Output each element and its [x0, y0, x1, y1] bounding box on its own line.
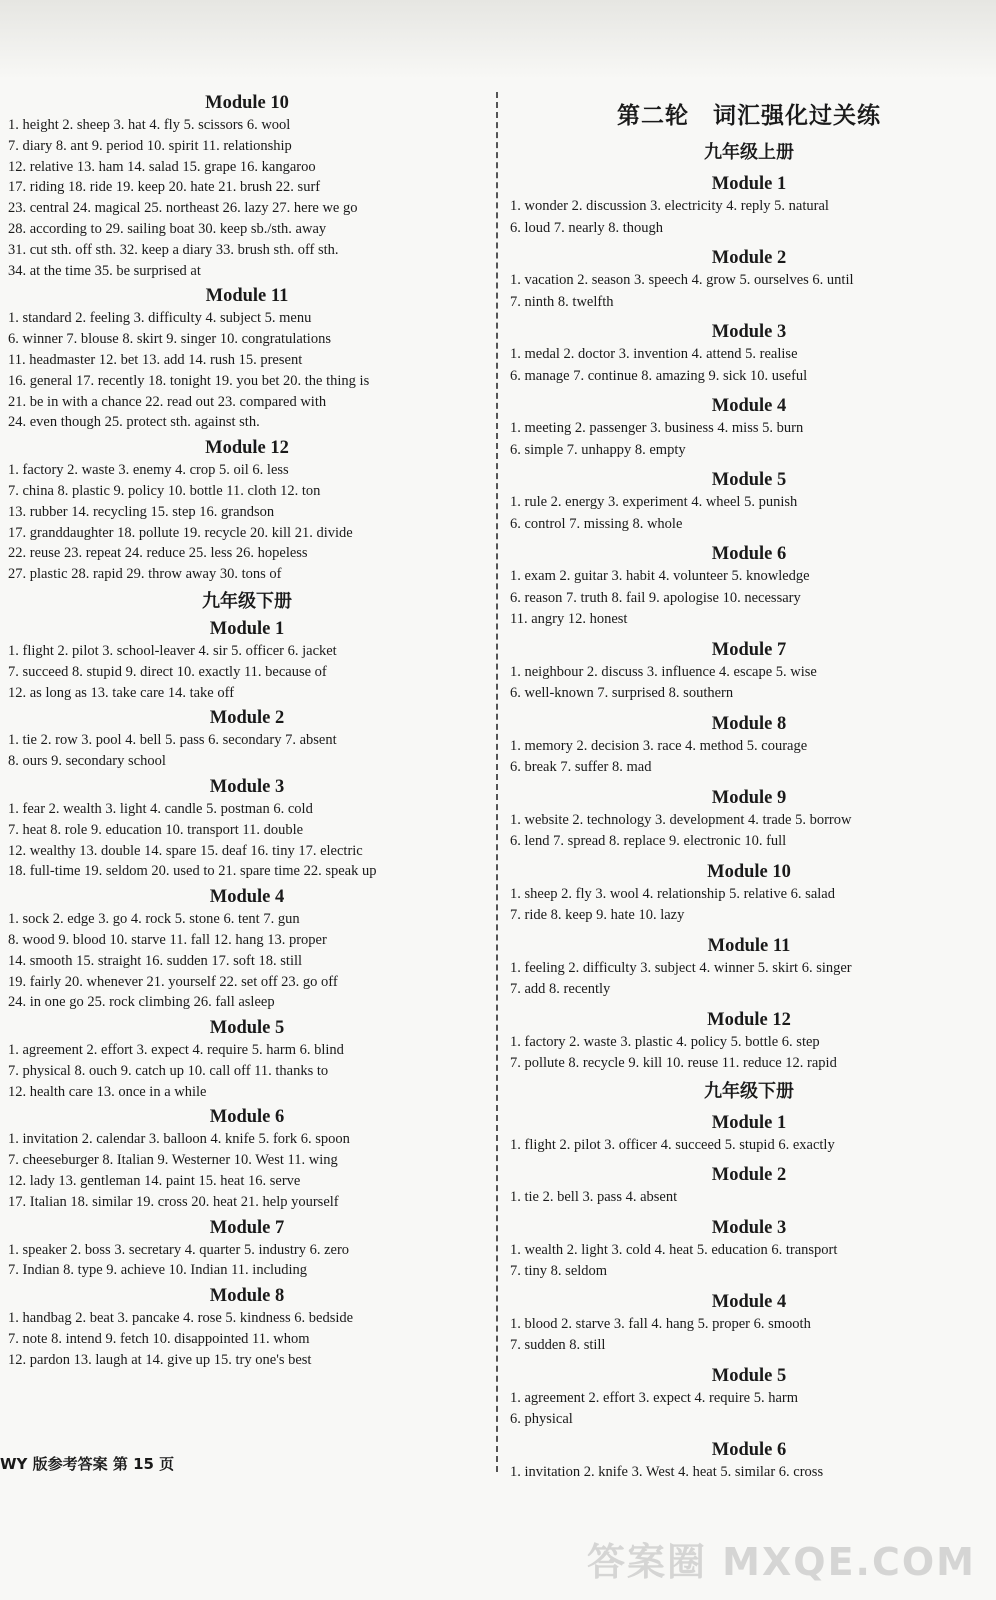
answer-line: 7. ninth 8. twelfth: [510, 293, 614, 310]
module-section: [510, 934, 988, 1001]
module-heading: Module 7: [711, 639, 787, 660]
module-section: [510, 246, 988, 313]
answer-line: 12. pardon 13. laugh at 14. give up 15. try one's best: [8, 1351, 312, 1368]
page-footer: WY 版参考答案 第 15 页: [0, 1455, 175, 1473]
module-section: [510, 542, 988, 631]
answer-line: 6. lend 7. spread 8. replace 9. electronic 10. full: [510, 833, 787, 849]
module-heading: Module 11: [707, 935, 791, 956]
page-top-shade: [0, 0, 996, 80]
module-heading: Module 2: [711, 1165, 787, 1185]
module-heading: Module 8: [209, 1286, 285, 1307]
answer-line: 34. at the time 35. be surprised at: [8, 262, 201, 279]
answer-line: 1. speaker 2. boss 3. secretary 4. quarter 5. industry 6. zero: [8, 1241, 350, 1258]
answer-line: 1. invitation 2. calendar 3. balloon 4. knife 5. fork 6. spoon: [8, 1131, 350, 1148]
answer-line: 11. angry 12. honest: [510, 611, 628, 627]
module-section: [510, 1008, 988, 1075]
module-section: [8, 436, 486, 585]
answer-line: 1. sheep 2. fly 3. wool 4. relationship 5. relative 6. salad: [510, 885, 835, 902]
answer-line: 6. reason 7. truth 8. fail 9. apologise 10. necessary: [510, 589, 801, 606]
answer-line: 1. exam 2. guitar 3. habit 4. volunteer 5. knowledge: [510, 568, 810, 584]
answer-line: 7. tiny 8. seldom: [510, 1263, 608, 1279]
answer-line: 1. standard 2. feeling 3. difficulty 4. subject 5. menu: [8, 310, 312, 327]
answer-line: 17. granddaughter 18. pollute 19. recycle 20. kill 21. divide: [8, 524, 353, 541]
answer-line: 21. be in with a chance 22. read out 23. compared with: [8, 393, 327, 410]
module-section: [510, 1163, 988, 1209]
left-column: [8, 88, 486, 1371]
answer-line: 1. fear 2. wealth 3. light 4. candle 5. postman 6. cold: [8, 800, 313, 817]
answer-line: 19. fairly 20. whenever 21. yourself 22. set off 23. go off: [8, 973, 338, 990]
answer-line: 1. invitation 2. knife 3. West 4. heat 5. similar 6. cross: [510, 1463, 824, 1480]
grade-heading: 九年级上册: [704, 142, 794, 163]
answer-line: 6. break 7. suffer 8. mad: [510, 759, 652, 775]
answer-line: 7. diary 8. ant 9. period 10. spirit 11. relationship: [8, 137, 292, 154]
module-section: [510, 468, 988, 535]
answer-line: 1. agreement 2. effort 3. expect 4. require 5. harm: [510, 1389, 799, 1406]
grade-heading: 九年级下册: [202, 590, 292, 612]
module-heading: Module 4: [711, 396, 787, 416]
module-section: [8, 1016, 486, 1102]
module-heading: Module 12: [205, 438, 289, 459]
answer-line: 28. according to 29. sailing boat 30. keep sb./sth. away: [8, 220, 327, 237]
module-section: [510, 394, 988, 461]
answer-line: 1. flight 2. pilot 3. officer 4. succeed 5. stupid 6. exactly: [510, 1136, 835, 1153]
module-section: [8, 1284, 486, 1370]
answer-line: 17. Italian 18. similar 19. cross 20. heat 21. help yourself: [8, 1193, 339, 1210]
answer-line: 13. rubber 14. recycling 15. step 16. grandson: [8, 503, 275, 520]
module-heading: Module 10: [205, 93, 289, 113]
answer-line: 8. ours 9. secondary school: [8, 753, 166, 770]
module-section: [510, 1111, 988, 1157]
module-section: [510, 172, 988, 239]
answer-line: 1. height 2. sheep 3. hat 4. fly 5. scissors 6. wool: [8, 117, 291, 133]
grade-heading: 九年级下册: [704, 1080, 794, 1102]
answer-line: 23. central 24. magical 25. northeast 26. lazy 27. here we go: [8, 200, 358, 217]
answer-line: 6. manage 7. continue 8. amazing 9. sick 10. useful: [510, 367, 808, 384]
section-heading-block: [510, 1079, 988, 1104]
module-heading: Module 6: [711, 544, 787, 564]
answer-line: 1. meeting 2. passenger 3. business 4. miss 5. burn: [510, 420, 804, 436]
answer-line: 7. heat 8. role 9. education 10. transport 11. double: [8, 821, 304, 838]
answer-line: 1. wonder 2. discussion 3. electricity 4. reply 5. natural: [510, 198, 829, 214]
module-section: [510, 1438, 988, 1484]
answer-line: 1. vacation 2. season 3. speech 4. grow 5. ourselves 6. until: [510, 272, 854, 288]
module-heading: Module 6: [711, 1439, 787, 1460]
answer-line: 7. ride 8. keep 9. hate 10. lazy: [510, 907, 685, 923]
answer-line: 6. simple 7. unhappy 8. empty: [510, 441, 686, 458]
answer-line: 31. cut sth. off sth. 32. keep a diary 33. brush sth. off sth.: [8, 241, 339, 258]
module-heading: Module 4: [711, 1291, 787, 1312]
answer-line: 1. wealth 2. light 3. cold 4. heat 5. education 6. transport: [510, 1241, 838, 1258]
answer-line: 1. factory 2. waste 3. plastic 4. policy 5. bottle 6. step: [510, 1033, 820, 1050]
answer-line: 1. memory 2. decision 3. race 4. method 5. courage: [510, 737, 808, 754]
answer-line: 12. health care 13. once in a while: [8, 1083, 207, 1100]
answer-line: 1. medal 2. doctor 3. invention 4. attend 5. realise: [510, 346, 798, 362]
answer-line: 11. headmaster 12. bet 13. add 14. rush 15. present: [8, 351, 303, 368]
module-heading: Module 3: [209, 776, 285, 797]
answer-line: 1. factory 2. waste 3. enemy 4. crop 5. oil 6. less: [8, 462, 289, 479]
answer-line: 12. relative 13. ham 14. salad 15. grape 16. kangaroo: [8, 158, 316, 175]
answer-line: 12. as long as 13. take care 14. take off: [8, 684, 235, 701]
module-heading: Module 9: [711, 787, 787, 808]
section-heading-block: [8, 589, 486, 614]
module-section: [8, 885, 486, 1013]
module-heading: Module 3: [711, 322, 787, 342]
answer-line: 16. general 17. recently 18. tonight 19. you bet 20. the thing is: [8, 372, 370, 389]
answer-line: 7. Indian 8. type 9. achieve 10. Indian 11. including: [8, 1262, 308, 1279]
module-section: [510, 712, 988, 779]
module-section: [510, 1216, 988, 1283]
module-heading: Module 5: [209, 1018, 285, 1039]
answer-line: 1. feeling 2. difficulty 3. subject 4. winner 5. skirt 6. singer: [510, 959, 852, 976]
answer-line: 6. well-known 7. surprised 8. southern: [510, 685, 734, 701]
answer-line: 7. pollute 8. recycle 9. kill 10. reuse 11. reduce 12. rapid: [510, 1055, 837, 1071]
answer-line: 1. handbag 2. beat 3. pancake 4. rose 5. kindness 6. bedside: [8, 1310, 354, 1327]
answer-line: 6. physical: [510, 1411, 573, 1427]
round-title: 第二轮 词汇强化过关练: [617, 103, 881, 129]
module-section: [510, 786, 988, 853]
answer-line: 1. tie 2. row 3. pool 4. bell 5. pass 6. secondary 7. absent: [8, 732, 337, 749]
right-column: [510, 88, 988, 1483]
answer-line: 6. loud 7. nearly 8. though: [510, 219, 664, 236]
module-section: [8, 706, 486, 772]
answer-line: 1. tie 2. bell 3. pass 4. absent: [510, 1189, 678, 1205]
module-heading: Module 5: [711, 470, 787, 490]
module-section: [8, 617, 486, 703]
module-heading: Module 7: [209, 1217, 285, 1238]
answer-line: 1. rule 2. energy 3. experiment 4. wheel 5. punish: [510, 494, 798, 510]
module-section: [510, 1364, 988, 1431]
answer-line: 22. reuse 23. repeat 24. reduce 25. less 26. hopeless: [8, 545, 308, 562]
answer-line: 18. full-time 19. seldom 20. used to 21. spare time 22. speak up: [8, 863, 377, 880]
answer-line: 1. website 2. technology 3. development 4. trade 5. borrow: [510, 811, 852, 828]
module-section: [8, 775, 486, 882]
module-section: [8, 1105, 486, 1212]
module-heading: Module 10: [707, 861, 791, 882]
section-heading-block: [510, 96, 988, 136]
module-section: [8, 1216, 486, 1282]
answer-line: 14. smooth 15. straight 16. sudden 17. soft 18. still: [8, 952, 303, 969]
watermark-logo: 答案圈 MXQE.COM: [586, 1540, 976, 1584]
module-section: [510, 638, 988, 705]
answer-line: 24. in one go 25. rock climbing 26. fall asleep: [8, 994, 275, 1011]
answer-line: 1. blood 2. starve 3. fall 4. hang 5. proper 6. smooth: [510, 1315, 811, 1332]
module-section: [510, 320, 988, 387]
answer-line: 6. winner 7. blouse 8. skirt 9. singer 10. congratulations: [8, 331, 331, 348]
module-heading: Module 3: [711, 1217, 787, 1238]
module-section: [510, 860, 988, 927]
answer-line: 6. control 7. missing 8. whole: [510, 515, 683, 532]
answer-line: 1. sock 2. edge 3. go 4. rock 5. stone 6. tent 7. gun: [8, 911, 300, 928]
answer-line: 7. cheeseburger 8. Italian 9. Westerner 10. West 11. wing: [8, 1152, 338, 1169]
module-heading: Module 2: [209, 708, 285, 729]
answer-line: 7. sudden 8. still: [510, 1337, 606, 1353]
module-heading: Module 11: [205, 286, 289, 307]
answer-line: 7. add 8. recently: [510, 981, 611, 997]
column-divider: [496, 92, 498, 1472]
module-heading: Module 4: [209, 887, 285, 908]
section-heading-block: [510, 140, 988, 165]
module-heading: Module 12: [707, 1009, 791, 1030]
answer-line: 1. agreement 2. effort 3. expect 4. require 5. harm 6. blind: [8, 1042, 344, 1059]
module-section: [8, 91, 486, 281]
answer-line: 27. plastic 28. rapid 29. throw away 30. tons of: [8, 566, 282, 583]
answer-line: 24. even though 25. protect sth. against sth.: [8, 414, 260, 431]
answer-line: 7. note 8. intend 9. fetch 10. disappointed 11. whom: [8, 1331, 310, 1348]
answer-line: 7. physical 8. ouch 9. catch up 10. call off 11. thanks to: [8, 1062, 329, 1079]
module-section: [8, 284, 486, 433]
module-heading: Module 1: [711, 1112, 787, 1133]
answer-line: 8. wood 9. blood 10. starve 11. fall 12. hang 13. proper: [8, 931, 327, 948]
module-section: [510, 1290, 988, 1357]
module-heading: Module 8: [711, 713, 787, 734]
answer-line: 1. neighbour 2. discuss 3. influence 4. escape 5. wise: [510, 663, 817, 680]
module-heading: Module 1: [209, 618, 285, 639]
module-heading: Module 1: [711, 174, 787, 194]
module-heading: Module 2: [711, 248, 787, 268]
answer-line: 17. riding 18. ride 19. keep 20. hate 21. brush 22. surf: [8, 179, 321, 196]
answer-line: 7. china 8. plastic 9. policy 10. bottle 11. cloth 12. ton: [8, 482, 321, 499]
answer-line: 7. succeed 8. stupid 9. direct 10. exactly 11. because of: [8, 663, 327, 680]
answer-line: 1. flight 2. pilot 3. school-leaver 4. sir 5. officer 6. jacket: [8, 642, 337, 659]
answer-line: 12. lady 13. gentleman 14. paint 15. heat 16. serve: [8, 1173, 301, 1190]
module-heading: Module 6: [209, 1107, 285, 1128]
answer-line: 12. wealthy 13. double 14. spare 15. deaf 16. tiny 17. electric: [8, 842, 363, 859]
module-heading: Module 5: [711, 1365, 787, 1386]
